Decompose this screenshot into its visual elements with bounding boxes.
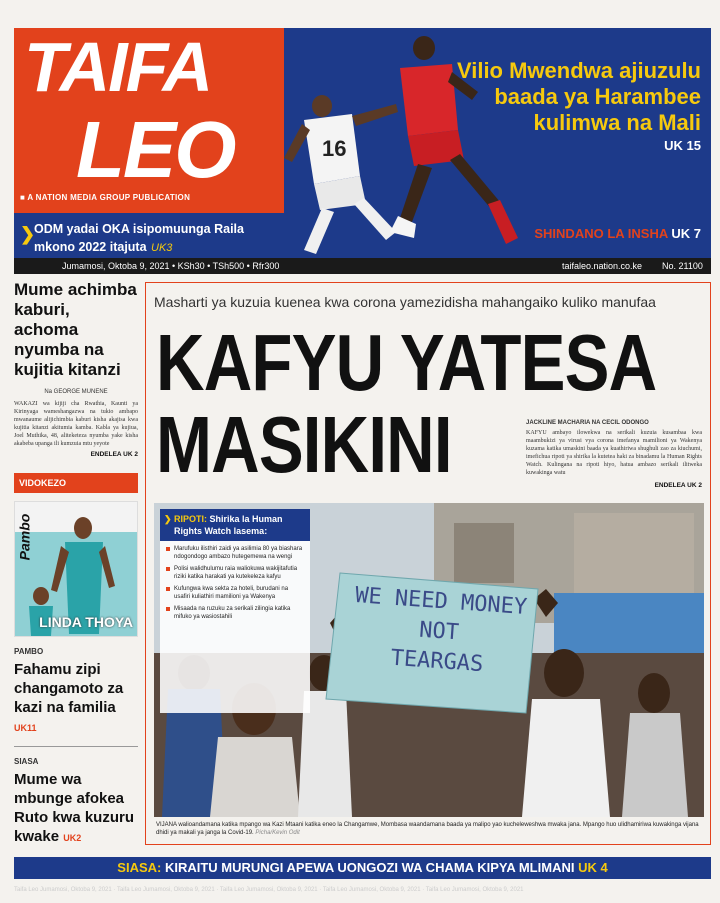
promo-odm-text: ODM yadai OKA isipomuunga Raila mkono 2022 itajuta: [34, 222, 244, 254]
promo-harambee-page: UK 15: [664, 138, 701, 153]
story-mbunge-page: UK2: [63, 833, 82, 843]
issue-number: No. 21100: [662, 261, 703, 271]
pambo-featured-name: LINDA THOYA: [39, 614, 133, 630]
ripoti-title: Shirika la Human Rights Watch lasema:: [174, 514, 283, 536]
photo-caption: [156, 821, 704, 837]
story-mbunge-title: Mume wa mbunge afokea Ruto kwa kuzuru kwake: [14, 771, 135, 845]
bottom-banner[interactable]: [14, 857, 711, 879]
cover-prices: • KSh30 • TSh500 • Rfr300: [172, 261, 280, 271]
player-shirt-number: 16: [322, 136, 347, 161]
promo-insha-page: UK 7: [671, 226, 701, 241]
story-kaburi-byline: Na GEORGE MUNENE: [44, 389, 108, 395]
logo-word-leo: LEO: [76, 105, 235, 194]
left-column: [14, 280, 138, 848]
promo-insha-text: SHINDANO LA INSHA: [534, 226, 668, 241]
divider: [14, 746, 138, 747]
chevron-right-icon: ❯: [20, 224, 36, 244]
pambo-promo[interactable]: [14, 501, 138, 637]
lead-headline-line1[interactable]: KAFYU YATESA: [156, 318, 657, 407]
promo-harambee-headline: Vilio Mwendwa ajiuzulu baada ya Harambee kulimwa na Mali: [456, 58, 701, 135]
ripoti-bullet: Polisi walidhulumu raia waliokuwa wakijitafutia riziki katika harakati ya kutekeleza kafyu: [160, 561, 310, 581]
story-changamoto-title: Fahamu zipi changamoto za kazi na familia: [14, 661, 124, 716]
website-link[interactable]: taifaleo.nation.co.ke: [562, 261, 643, 271]
kicker-siasa: SIASA: [14, 757, 39, 766]
story-mbunge[interactable]: [14, 770, 138, 848]
date-bar: [14, 258, 711, 274]
promo-insha[interactable]: [534, 226, 701, 242]
bottom-banner-text: KIRAITU MURUNGI APEWA UONGOZI WA CHAMA KIPYA MLIMANI: [164, 860, 575, 875]
promo-odm-page: UK3: [151, 242, 173, 254]
lead-headline-line2[interactable]: MASIKINI: [156, 400, 452, 489]
promo-odm[interactable]: [14, 216, 284, 258]
footer-strip: Taifa Leo Jumamosi, Oktoba 9, 2021 · Taifa Leo Jumamosi, Oktoba 9, 2021 · Taifa Leo Jumamosi, Oktoba 9, 2021 · Taifa Leo Jumamosi, Oktoba 9, 2021 · Taifa Leo Jumamosi, Oktoba 9, 2021: [14, 887, 524, 893]
lead-byline: JACKLINE MACHARIA NA CECIL ODONGO: [526, 420, 649, 426]
promo-harambee[interactable]: [451, 58, 701, 154]
ripoti-bullet: Marufuku ilisthiri zaidi ya asilimia 80 ya biashara ndogondogo ambazo hutegemewa na wengi: [160, 541, 310, 561]
story-kaburi-continue[interactable]: ENDELEA UK 2: [90, 451, 138, 458]
protest-sign-line1: WE NEED MONEY: [354, 583, 528, 621]
vidokezo-label: VIDOKEZO: [14, 473, 138, 493]
ripoti-tag: RIPOTI:: [174, 514, 207, 524]
bottom-banner-page: UK 4: [578, 860, 608, 875]
pambo-logo: Pambo: [16, 513, 33, 561]
photo-caption-text: VIJANA walioandamana katika mpango wa Kazi Mtaani katika eneo la Changamwe, Mombasa waandamana baada ya malipo yao kucheleweshwa mwaka jana. Mpango huo ulidhamiriwa kuwakinga vijana dhidi ya makali ya janga la Covid-19.: [156, 822, 699, 836]
ripoti-bullet: Misaada na ruzuku za serikali zilingia katika mifuko ya wasiostahili: [160, 601, 310, 621]
story-kaburi-title[interactable]: Mume achimba kaburi, achoma nyumba na kujitia kitanzi: [14, 280, 137, 379]
logo-word-taifa: TAIFA: [24, 28, 212, 106]
protest-sign: [341, 580, 537, 683]
ripoti-header: [160, 509, 310, 541]
lead-story: [145, 282, 711, 845]
ripoti-box: [160, 509, 310, 713]
story-changamoto[interactable]: [14, 660, 138, 738]
story-changamoto-page: UK11: [14, 723, 37, 733]
masthead: [14, 28, 711, 258]
taifa-leo-logo[interactable]: [14, 28, 284, 213]
logo-tagline: ■ A NATION MEDIA GROUP PUBLICATION: [20, 193, 191, 202]
kicker-pambo: PAMBO: [14, 647, 44, 656]
lead-intro: KAFYU ambayo ilowekwa na serikali kuzuia kusambaa kwa maambukizi ya virusi vya corona imefanya mamilioni ya Wakenya kuzama katika umaskini baada ya kuathiriwa shughuli zao za kiuchumi, imefichua ripoti ya shirika la kutetea haki za binadamu la Human Rights Watch. Kulingana na ripoti hiyo, hatua ambazo serikali ilitweka kuwakinga watu: [526, 430, 702, 476]
protest-sign-line3: TEARGAS: [389, 645, 485, 678]
lead-strapline: Masharti ya kuzuia kuenea kwa corona yamezidisha mahangaiko kuliko manufaa: [154, 294, 656, 310]
photo-credit: Picha/Kevin Odit: [255, 830, 300, 836]
issue-date: Jumamosi, Oktoba 9, 2021: [62, 261, 170, 271]
protest-sign-line2: NOT: [418, 617, 460, 646]
nation-media-icon: ■: [20, 193, 26, 202]
lead-continue[interactable]: ENDELEA UK 2: [654, 482, 702, 489]
chevron-right-icon: ❯: [164, 514, 172, 524]
ripoti-bullet: Kufungwa kwa sekta za hoteli, burudani na usafiri kuliathiri mamilioni ya Wakenya: [160, 581, 310, 601]
bottom-banner-tag: SIASA:: [117, 860, 162, 875]
story-kaburi-body: WAKAZI wa kijiji cha Rwathia, Kaunti ya Kirinyaga wameshangazwa na tukio ambapo mwanaume alijichimbia kaburi kisha akajisa kwa kujitia kitanzi akitumia kamba. Kabla ya kujiua, Joel Muthika, 48, aliteketeza nyumba yake kisha akabeba upanga ili kumzuia mtu yeyote: [14, 401, 138, 447]
